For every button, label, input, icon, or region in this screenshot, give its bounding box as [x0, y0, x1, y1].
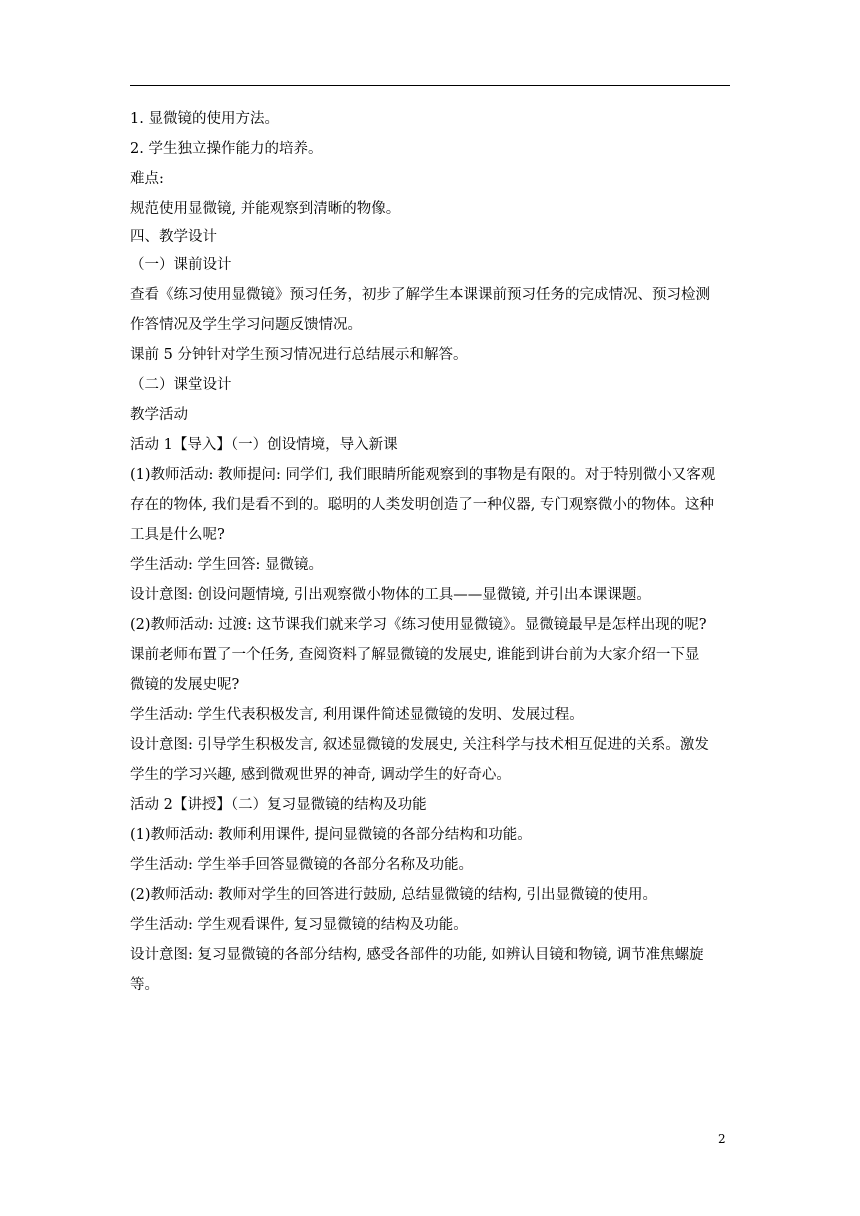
paragraph-line: 学生活动: 学生观看课件, 复习显微镜的结构及功能。: [130, 917, 468, 933]
paragraph-line: 教学活动: [130, 407, 188, 423]
paragraph-line: 学生活动: 学生举手回答显微镜的各部分名称及功能。: [130, 857, 473, 873]
paragraph-line: (1)教师活动: 教师利用课件, 提问显微镜的各部分结构和功能。: [130, 827, 532, 843]
paragraph-line: 作答情况及学生学习问题反馈情况。: [130, 317, 362, 333]
paragraph-line: 难点:: [130, 171, 164, 187]
paragraph-line: 查看《练习使用显微镜》预习任务，初步了解学生本课课前预习任务的完成情况、预习检测: [130, 287, 710, 303]
paragraph-line: 课前老师布置了一个任务, 查阅资料了解显微镜的发展史, 谁能到讲台前为大家介绍一下显: [130, 647, 700, 663]
paragraph-line: （二）课堂设计: [130, 377, 232, 393]
paragraph-line: (1)教师活动: 教师提问: 同学们, 我们眼睛所能观察到的事物是有限的。对于特别微小又客观: [130, 467, 716, 483]
paragraph-line: 2. 学生独立操作能力的培养。: [130, 141, 323, 157]
paragraph-line: (2)教师活动: 过渡: 这节课我们就来学习《练习使用显微镜》。显微镜最早是怎样出现的呢?: [130, 617, 707, 633]
paragraph-line: 设计意图: 创设问题情境, 引出观察微小物体的工具——显微镜, 并引出本课课题。: [130, 587, 651, 603]
header-rule: [130, 85, 730, 86]
paragraph-line: （一）课前设计: [130, 257, 232, 273]
document-body: [130, 104, 730, 1000]
paragraph-line: (2)教师活动: 教师对学生的回答进行鼓励, 总结显微镜的结构, 引出显微镜的使用。: [130, 887, 657, 903]
paragraph-line: 微镜的发展史呢?: [130, 677, 240, 693]
paragraph-line: 存在的物体, 我们是看不到的。聪明的人类发明创造了一种仪器, 专门观察微小的物体。这种: [130, 497, 714, 513]
paragraph-line: 设计意图: 复习显微镜的各部分结构, 感受各部件的功能, 如辨认目镜和物镜, 调节准焦螺旋: [130, 947, 704, 963]
paragraph-line: 学生活动: 学生代表积极发言, 利用课件简述显微镜的发明、发展过程。: [130, 707, 584, 723]
paragraph-line: 课前 5 分钟针对学生预习情况进行总结展示和解答。: [130, 347, 468, 363]
page-number: 2: [718, 1132, 726, 1146]
paragraph-line: 1. 显微镜的使用方法。: [130, 111, 279, 127]
paragraph-line: 设计意图: 引导学生积极发言, 叙述显微镜的发展史, 关注科学与技术相互促进的关系。激发: [130, 737, 709, 753]
paragraph-line: 等。: [130, 977, 159, 993]
paragraph-line: 学生的学习兴趣, 感到微观世界的神奇, 调动学生的好奇心。: [130, 767, 511, 783]
paragraph-line: 规范使用显微镜, 并能观察到清晰的物像。: [130, 201, 401, 217]
paragraph-line: 活动 1【导入】（一）创设情境，导入新课: [130, 437, 398, 453]
paragraph-line: 学生活动: 学生回答: 显微镜。: [130, 557, 323, 573]
paragraph-line: 工具是什么呢?: [130, 527, 225, 543]
paragraph-line: 活动 2【讲授】（二）复习显微镜的结构及功能: [130, 797, 427, 813]
paragraph-line: 四、教学设计: [130, 229, 217, 245]
